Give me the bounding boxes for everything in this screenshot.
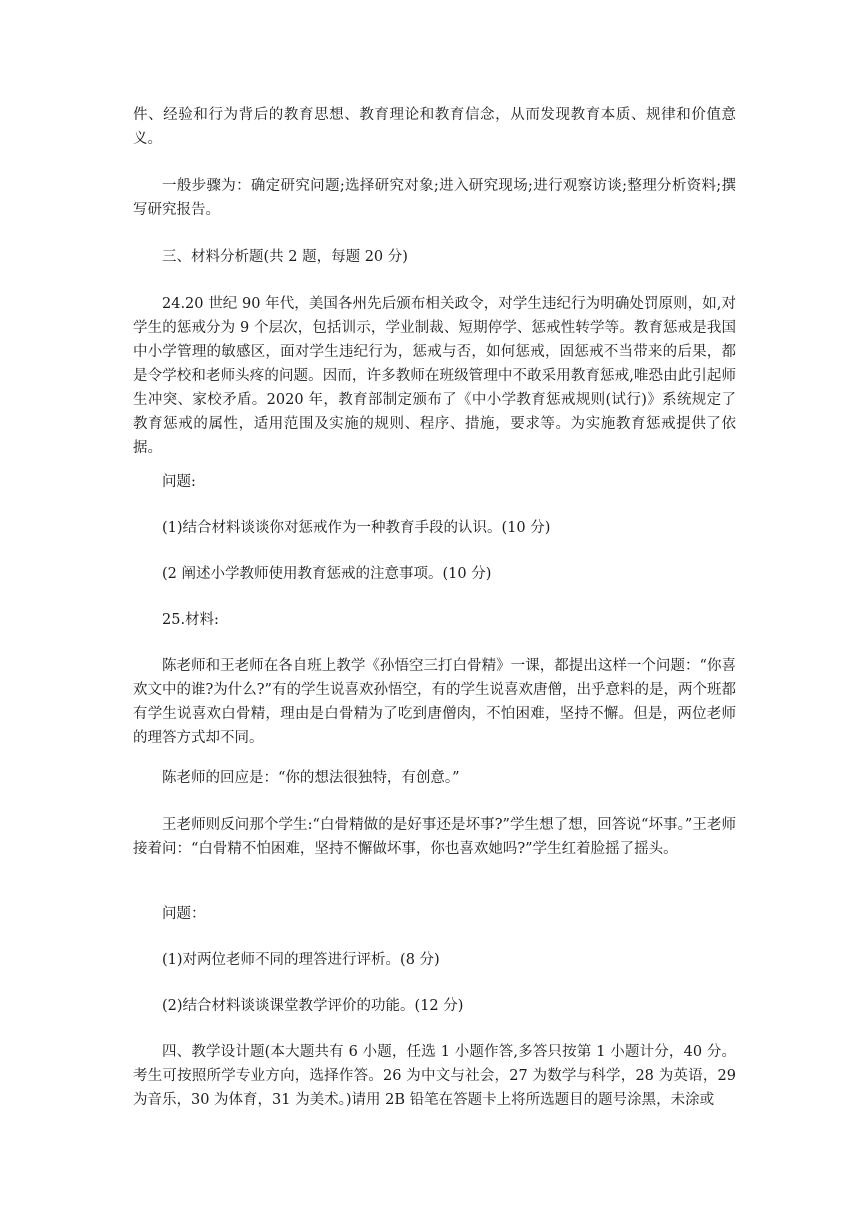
- paragraph-continuation: 件、经验和行为背后的教育思想、教育理论和教育信念，从而发现教育本质、规律和价值意义。: [133, 107, 736, 147]
- question-25-prompt-label: 问题：: [162, 906, 206, 922]
- question-25-material: 陈老师和王老师在各自班上教学《孙悟空三打白骨精》一课，都提出这样一个问题：“你喜欢文中的谁?为什么?”有的学生说喜欢孙悟空，有的学生说喜欢唐僧，出乎意料的是，两个班都有学生说喜欢白骨精，理由是白骨精为了吃到唐僧肉，不怕困难，坚持不懈。但是，两位老师的理答方式却不同。: [133, 658, 736, 746]
- question-25-sub-2: (2)结合材料谈谈课堂教学评价的功能。(12 分): [162, 998, 464, 1014]
- question-24-sub-2: (2 阐述小学教师使用教育惩戒的注意事项。(10 分): [162, 566, 492, 582]
- paragraph-research-steps: 一般步骤为：确定研究问题;选择研究对象;进入研究现场;进行观察访谈;整理分析资料;撰写研究报告。: [133, 178, 736, 218]
- question-25-wang-response: 王老师则反问那个学生:“白骨精做的是好事还是坏事?”学生想了想，回答说“坏事。”王老师接着问：“白骨精不怕困难，坚持不懈做坏事，你也喜欢她吗?”学生红着脸摇了摇头。: [133, 817, 736, 857]
- question-24-sub-1: (1)结合材料谈谈你对惩戒作为一种教育手段的认识。(10 分): [162, 520, 551, 536]
- question-25-chen-response: 陈老师的回应是：“你的想法很独特，有创意。”: [162, 770, 460, 786]
- section-heading-material-analysis: 三、材料分析题(共 2 题，每题 20 分): [162, 249, 408, 265]
- question-25-label: 25.材料:: [162, 612, 219, 628]
- question-25-sub-1: (1)对两位老师不同的理答进行评析。(8 分): [162, 952, 440, 968]
- section-heading-teaching-design: 四、教学设计题(本大题共有 6 小题，任选 1 小题作答,多答只按第 1 小题计分，40 分。考生可按照所学专业方向，选择作答。26 为中文与社会，27 为数学与科学，28 为英语，29 为音乐，30 为体育，31 为美术。)请用 2B 铅笔在答题卡上将所选题目的题号涂黑，未涂或: [133, 1044, 736, 1108]
- question-24-prompt-label: 问题:: [162, 474, 196, 490]
- question-24-material: 24.20 世纪 90 年代，美国各州先后颁布相关政令，对学生违纪行为明确处罚原则，如,对学生的惩戒分为 9 个层次，包括训示，学业制裁、短期停学、惩戒性转学等。教育惩戒是我国中小学管理的敏感区，面对学生违纪行为，惩戒与否，如何惩戒，固惩戒不当带来的后果，都是令学校和老师头疼的问题。因而，许多教师在班级管理中不敢采用教育惩戒,唯恐由此引起师生冲突、家校矛盾。2020 年，教育部制定颁布了《中小学教育惩戒规则(试行)》系统规定了教育惩戒的属性，适用范围及实施的规则、程序、措施，要求等。为实施教育惩戒提供了依据。: [133, 296, 736, 456]
